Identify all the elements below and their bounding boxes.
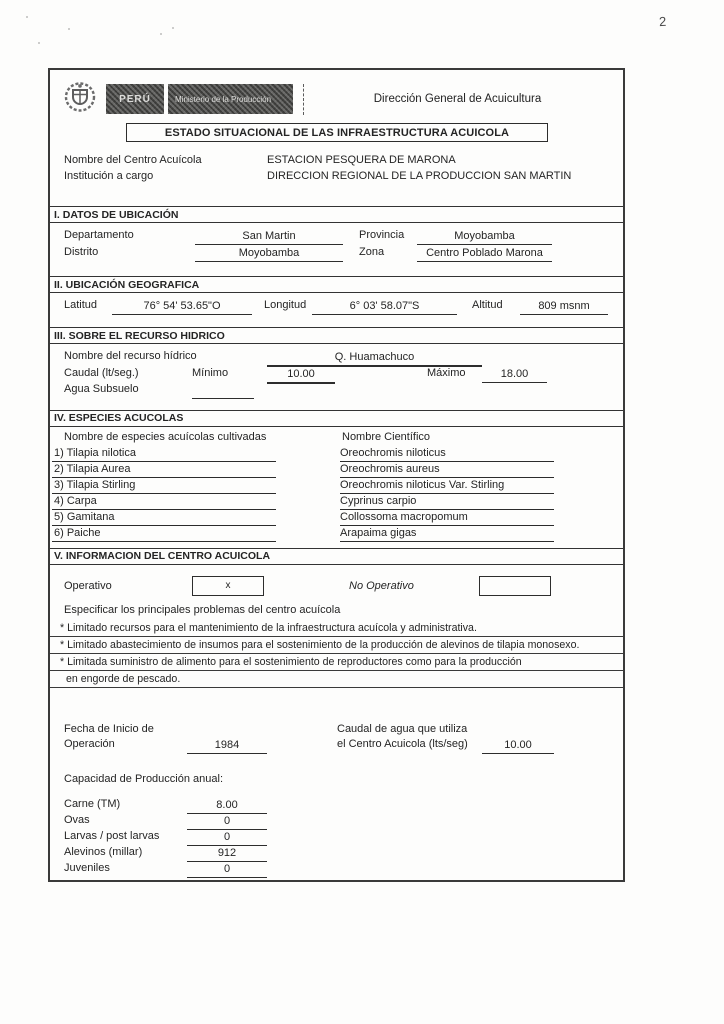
form-header — [50, 70, 623, 117]
scan-speck — [160, 33, 162, 35]
problem-line: * Limitado abastecimiento de insumos para el sostenimiento de la producción de alevinos de tilapia monosexo. — [50, 637, 623, 654]
operation-info — [50, 721, 623, 754]
water-flow-column — [337, 721, 623, 754]
scan-speck — [38, 42, 40, 44]
distrito-label: Distrito — [64, 246, 99, 258]
species-scientific: Oreochromis niloticus — [340, 446, 554, 462]
species-scientific: Cyprinus carpio — [340, 494, 554, 510]
species-row — [50, 478, 623, 494]
altitud-value: 809 msnm — [520, 299, 608, 315]
production-label: Juveniles — [64, 862, 110, 875]
caudal-row — [64, 367, 623, 384]
section5-heading: V. INFORMACION DEL CENTRO ACUICOLA — [50, 548, 623, 565]
problem-line: * Limitado recursos para el mantenimiento de la infraestructura acuícola y administrativa. — [50, 620, 623, 637]
distrito-value: Moyobamba — [195, 246, 343, 262]
departamento-value: San Martin — [195, 229, 343, 245]
start-date-value: 1984 — [187, 738, 267, 754]
start-date-column — [50, 721, 337, 754]
institution-row — [64, 168, 623, 184]
section1-heading: I. DATOS DE UBICACIÓN — [50, 206, 623, 223]
caudal-label: Caudal (lt/seg.) — [64, 366, 139, 379]
problems-list — [50, 620, 623, 688]
section3-heading: III. SOBRE EL RECURSO HIDRICO — [50, 327, 623, 344]
departamento-row — [64, 229, 623, 246]
peru-coat-of-arms-icon — [62, 80, 98, 119]
operativo-checkbox: x — [192, 576, 264, 596]
recurso-label: Nombre del recurso hídrico — [64, 350, 197, 362]
production-row — [64, 830, 623, 846]
scan-speck — [172, 27, 174, 29]
production-row — [64, 798, 623, 814]
section2-heading: II. UBICACIÓN GEOGRAFICA — [50, 276, 623, 293]
species-col1-header: Nombre de especies acuícolas cultivadas — [64, 430, 267, 443]
intro-fields — [50, 142, 623, 184]
ministry-brand-block — [168, 84, 293, 114]
start-date-label-line1: Fecha de Inicio de — [64, 722, 154, 735]
scan-speck — [26, 16, 28, 18]
form-outline — [48, 68, 625, 882]
species-row — [50, 526, 623, 542]
start-date-label-line2: Operación — [64, 737, 115, 750]
latitud-label: Latitud — [64, 299, 98, 311]
latitud-value: 76° 54' 53.65"O — [112, 299, 252, 315]
production-label: Carne (TM) — [64, 797, 121, 810]
production-label: Larvas / post larvas — [64, 829, 160, 842]
species-row — [50, 462, 623, 478]
agua-subsuelo-label: Agua Subsuelo — [64, 383, 139, 395]
production-row — [64, 814, 623, 830]
species-name: 1) Tilapia nilotica — [52, 446, 276, 462]
operativo-label: Operativo — [64, 580, 112, 592]
species-row — [50, 494, 623, 510]
production-value: 912 — [187, 846, 267, 862]
capacity-heading: Capacidad de Producción anual: — [64, 772, 224, 785]
direction-general-label: Dirección General de Acuicultura — [373, 93, 542, 105]
production-label: Ovas — [64, 813, 90, 826]
ministry-wordmark: Ministerio de la Producción — [175, 94, 272, 104]
distrito-row — [64, 246, 623, 263]
species-name: 4) Carpa — [52, 494, 276, 510]
production-label: Alevinos (millar) — [64, 846, 143, 859]
recurso-row — [64, 350, 623, 367]
problem-line: en engorde de pescado. — [50, 671, 623, 688]
species-name: 3) Tilapia Stirling — [52, 478, 276, 494]
problem-line: * Limitada suministro de alimento para el sostenimiento de reproductores como para la producción — [50, 654, 623, 671]
institution-value: DIRECCION REGIONAL DE LA PRODUCCION SAN MARTIN — [267, 170, 572, 182]
zona-value: Centro Poblado Marona — [417, 246, 552, 262]
production-row — [64, 862, 623, 878]
production-value: 0 — [187, 862, 267, 878]
species-scientific: Oreochromis aureus — [340, 462, 554, 478]
section1-fields — [50, 223, 623, 263]
water-flow-label-line1: Caudal de agua que utiliza — [337, 722, 468, 735]
peru-brand-block — [106, 84, 164, 114]
species-row — [50, 446, 623, 462]
institution-label: Institución a cargo — [64, 170, 154, 182]
species-scientific: Oreochromis niloticus Var. Stirling — [340, 478, 554, 494]
section2-fields — [50, 293, 623, 316]
species-scientific: Collossoma macropomum — [340, 510, 554, 526]
section4-heading: IV. ESPECIES ACUCOLAS — [50, 410, 623, 427]
water-flow-label-line2: el Centro Acuicola (lts/seg) — [337, 737, 468, 750]
species-scientific: Arapaima gigas — [340, 526, 554, 542]
center-name-row — [64, 152, 623, 168]
water-flow-value: 10.00 — [482, 738, 554, 754]
provincia-value: Moyobamba — [417, 229, 552, 245]
species-name: 6) Paiche — [52, 526, 276, 542]
production-table — [50, 798, 623, 879]
geo-row — [64, 299, 623, 316]
production-value: 0 — [187, 830, 267, 846]
production-value: 0 — [187, 814, 267, 830]
caudal-max-value: 18.00 — [482, 367, 547, 383]
scan-speck — [68, 28, 70, 30]
zona-label: Zona — [359, 246, 385, 258]
caudal-min-value: 10.00 — [267, 367, 335, 384]
longitud-value: 6° 03' 58.07"S — [312, 299, 457, 315]
recurso-value: Q. Huamachuco — [267, 350, 482, 367]
species-col2-header: Nombre Científico — [342, 430, 431, 443]
production-row — [64, 846, 623, 862]
agua-subsuelo-value — [192, 383, 254, 399]
center-name-label: Nombre del Centro Acuícola — [64, 154, 202, 166]
species-table — [50, 446, 623, 542]
agua-subsuelo-row — [64, 383, 623, 400]
problems-intro: Especificar los principales problemas del centro acuícola — [64, 603, 341, 616]
longitud-label: Longitud — [264, 299, 307, 311]
operative-status-row — [50, 576, 623, 597]
caudal-min-label: Mínimo — [192, 366, 229, 379]
start-date-row — [64, 738, 337, 754]
center-name-value: ESTACION PESQUERA DE MARONA — [267, 154, 456, 166]
page-number: 2 — [658, 13, 667, 30]
no-operativo-checkbox — [479, 576, 551, 596]
species-name: 2) Tilapia Aurea — [52, 462, 276, 478]
departamento-label: Departamento — [64, 229, 134, 241]
caudal-max-label: Máximo — [427, 366, 466, 379]
provincia-label: Provincia — [359, 229, 405, 241]
peru-wordmark: PERÚ — [119, 93, 151, 105]
species-name: 5) Gamitana — [52, 510, 276, 526]
species-header-row — [50, 431, 623, 446]
altitud-label: Altitud — [472, 299, 503, 311]
production-value: 8.00 — [187, 798, 267, 814]
water-flow-row — [337, 738, 623, 754]
species-row — [50, 510, 623, 526]
form-title: ESTADO SITUACIONAL DE LAS INFRAESTRUCTURA ACUICOLA — [126, 123, 548, 142]
no-operativo-label: No Operativo — [349, 580, 414, 592]
section3-fields — [50, 344, 623, 400]
